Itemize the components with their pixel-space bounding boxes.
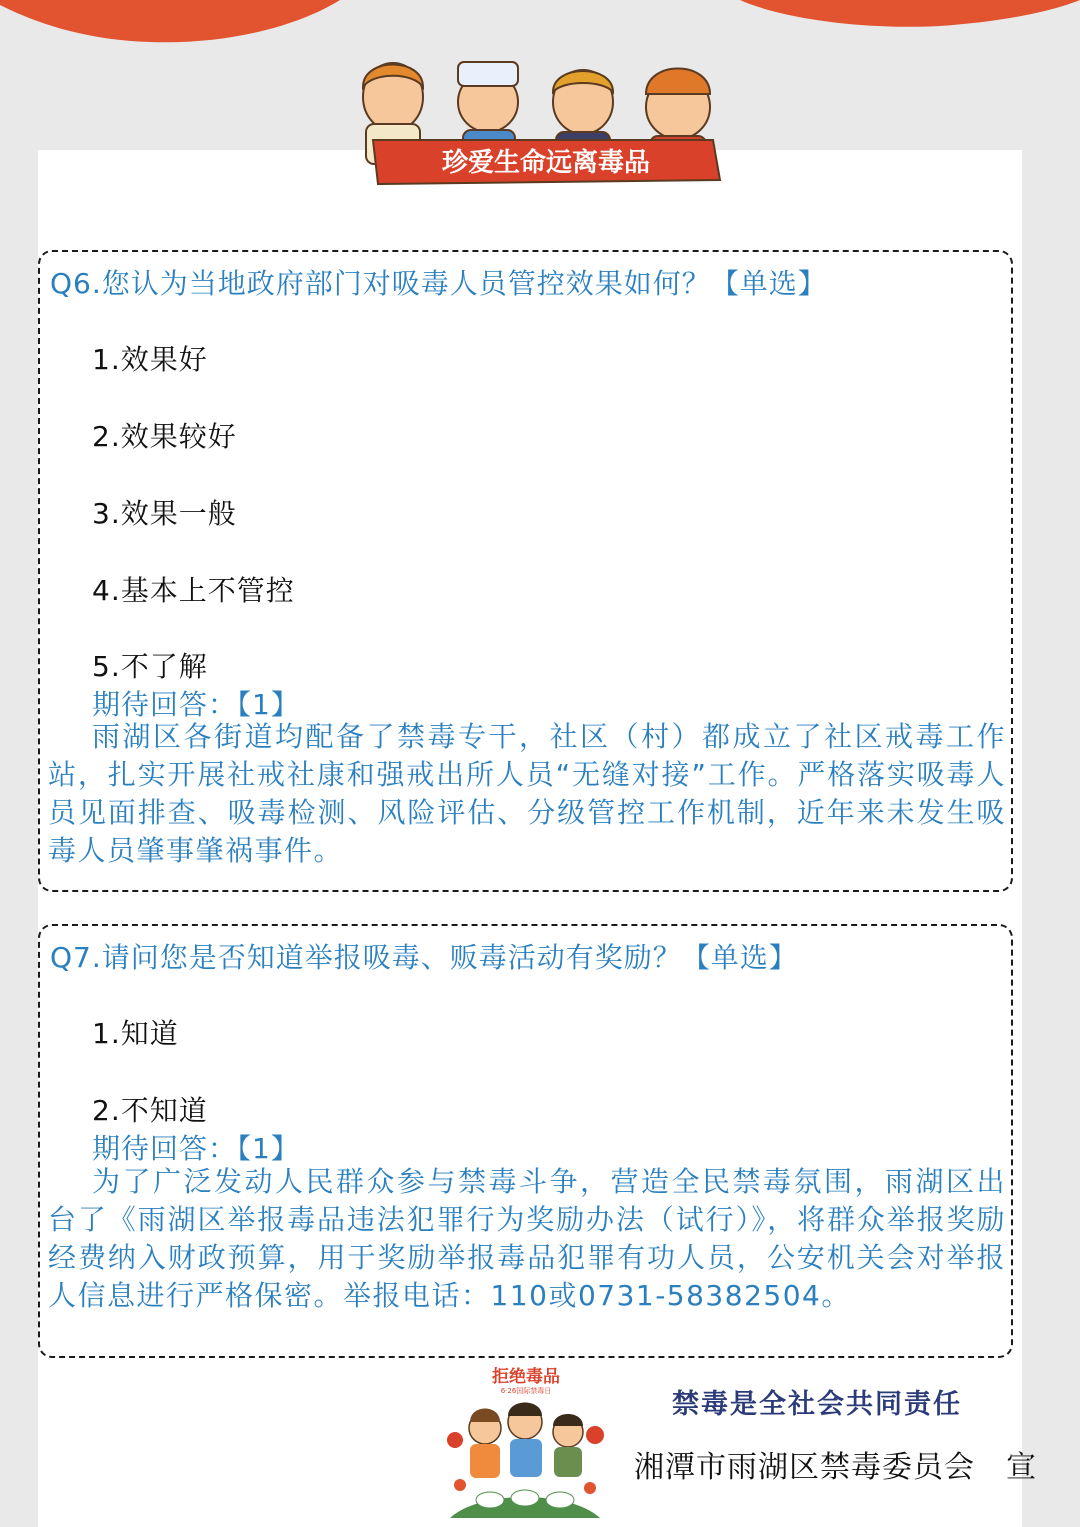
question-card-q7 <box>38 924 1013 1358</box>
footer-slogan: 禁毒是全社会共同责任 <box>672 1389 962 1420</box>
refuse-drugs-illustration <box>440 1360 610 1520</box>
badge-title: 拒绝毒品 <box>492 1367 560 1387</box>
option-3: 3.效果一般 <box>92 497 237 530</box>
option-5: 5.不了解 <box>92 650 208 683</box>
option-2: 2.不知道 <box>92 1094 208 1127</box>
question-card-q6 <box>38 250 1013 892</box>
top-wave-left-decoration <box>0 0 360 60</box>
question-title: Q7.请问您是否知道举报吸毒、贩毒活动有奖励？【单选】 <box>50 941 798 974</box>
option-4: 4.基本上不管控 <box>92 574 295 607</box>
option-1: 1.知道 <box>92 1017 179 1050</box>
answer-explanation: 为了广泛发动人民群众参与禁毒斗争，营造全民禁毒氛围，雨湖区出台了《雨湖区举报毒品违法犯罪行为奖励办法（试行）》，将群众举报奖励经费纳入财政预算，用于奖励举报毒品犯罪有功人员，公安机关会对举报人信息进行严格保密。举报电话：110或0731-58382504。 <box>48 1165 1006 1312</box>
banner-text: 珍爱生命远离毒品 <box>441 148 651 178</box>
option-2: 2.效果较好 <box>92 420 237 453</box>
anti-drug-banner-illustration <box>348 52 728 202</box>
question-title: Q6.您认为当地政府部门对吸毒人员管控效果如何？【单选】 <box>50 267 827 300</box>
top-wave-right-decoration <box>740 0 1080 40</box>
expected-answer: 期待回答：【1】 <box>92 1132 300 1165</box>
cartoon-children-icon <box>447 1403 604 1479</box>
expected-answer: 期待回答：【1】 <box>92 688 300 721</box>
badge-subtitle: 6·26国际禁毒日 <box>500 1387 552 1395</box>
flowers-decoration-icon <box>450 1479 600 1518</box>
footer-signature: 湘潭市雨湖区禁毒委员会 宣 <box>634 1450 1037 1485</box>
answer-explanation: 雨湖区各街道均配备了禁毒专干，社区（村）都成立了社区戒毒工作站，扎实开展社戒社康和强戒出所人员“无缝对接”工作。严格落实吸毒人员见面排查、吸毒检测、风险评估、分级管控工作机制，近年来未发生吸毒人员肇事肇祸事件。 <box>48 720 1006 867</box>
option-1: 1.效果好 <box>92 343 208 376</box>
